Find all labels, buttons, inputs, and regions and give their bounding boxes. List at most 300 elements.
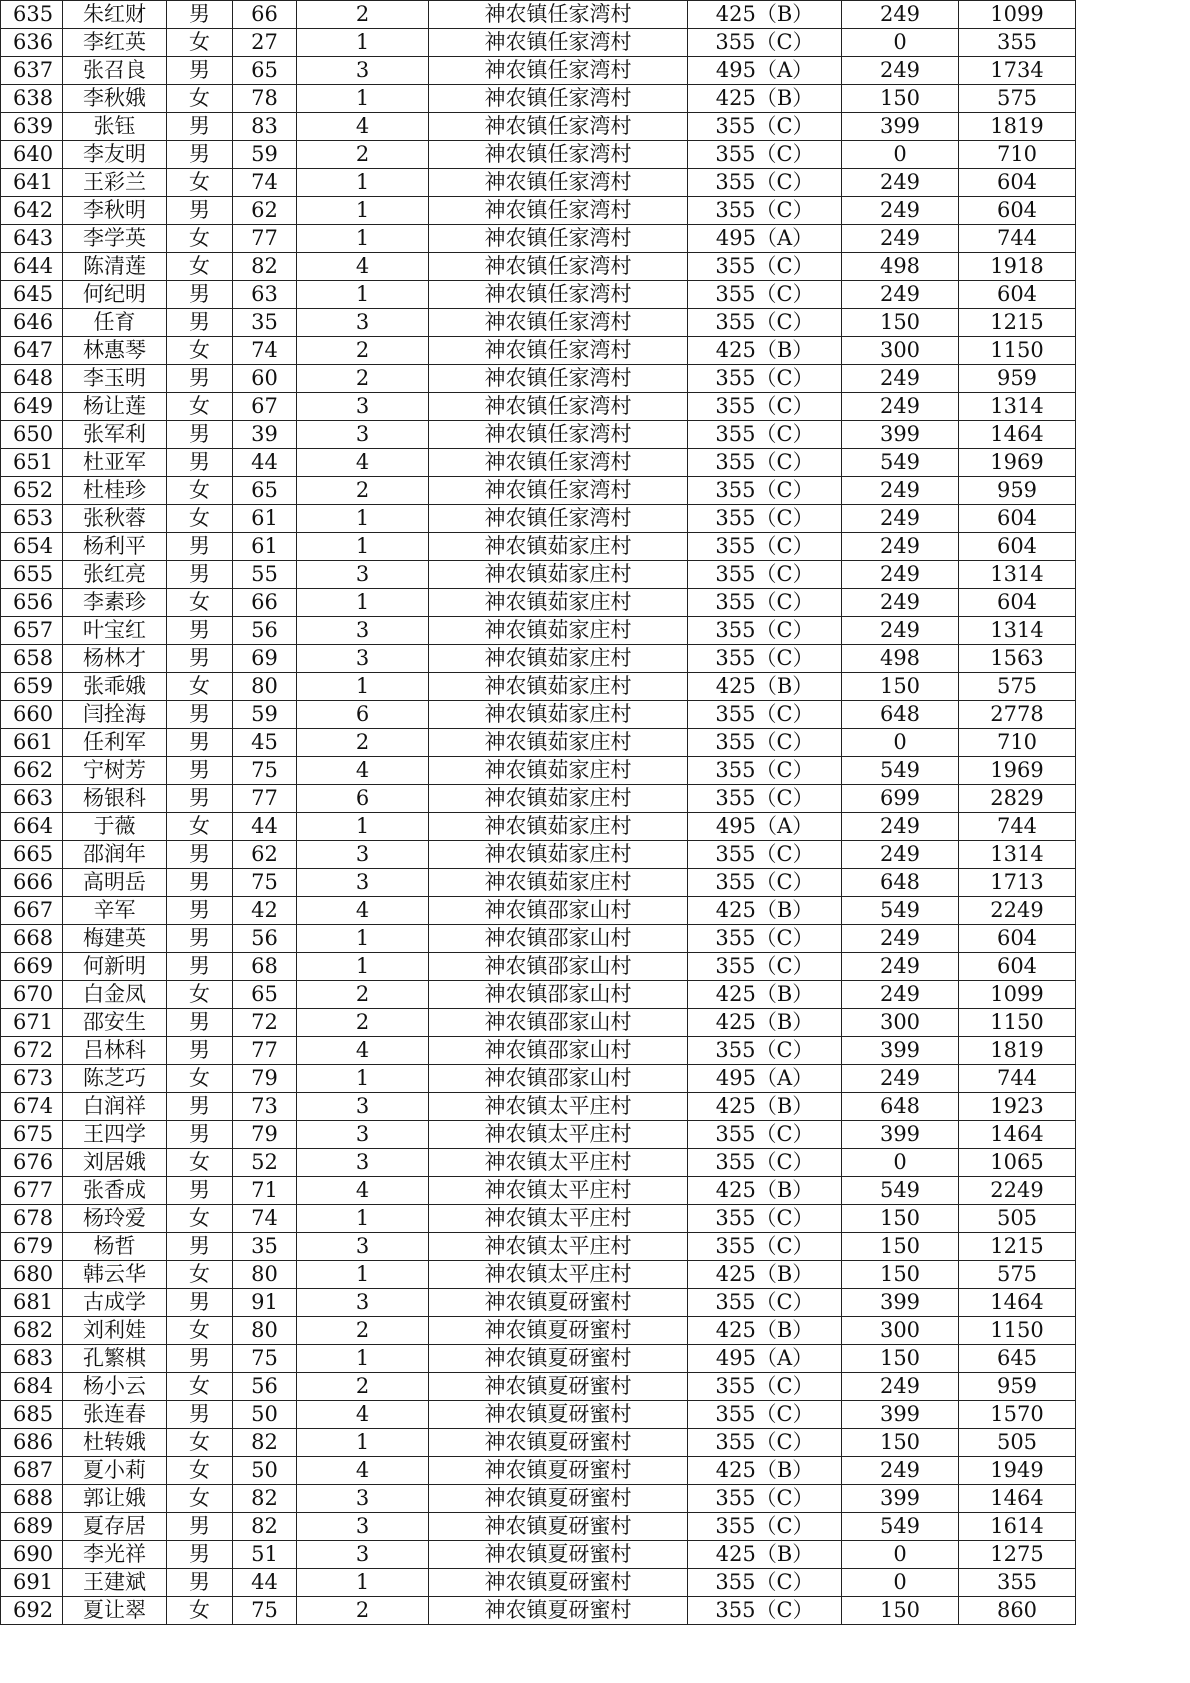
cell-age: 79 [233,1065,297,1093]
table-row [1,309,1076,337]
table-row [1,1457,1076,1485]
cell-age: 91 [233,1289,297,1317]
cell-address: 神农镇任家湾村 [429,253,688,281]
table-row [1,393,1076,421]
cell-total-amount: 575 [959,85,1076,113]
cell-gender: 男 [167,1541,233,1569]
cell-age: 77 [233,225,297,253]
cell-age: 82 [233,1485,297,1513]
cell-name: 李素珍 [63,589,167,617]
cell-name: 张钰 [63,113,167,141]
cell-total-amount: 1570 [959,1401,1076,1429]
table-row [1,813,1076,841]
cell-subsidy-class: 355（C） [688,1037,842,1065]
cell-household-count: 4 [297,1177,429,1205]
cell-household-count: 4 [297,757,429,785]
cell-household-count: 2 [297,1597,429,1625]
cell-age: 27 [233,29,297,57]
cell-address: 神农镇邵家山村 [429,1065,688,1093]
cell-extra-amount: 300 [842,337,959,365]
cell-row-number: 685 [1,1401,63,1429]
cell-gender: 女 [167,1317,233,1345]
cell-household-count: 3 [297,421,429,449]
table-row [1,1597,1076,1625]
cell-total-amount: 2829 [959,785,1076,813]
cell-gender: 男 [167,1569,233,1597]
cell-total-amount: 1150 [959,337,1076,365]
table-row [1,365,1076,393]
table-row [1,981,1076,1009]
cell-gender: 男 [167,1,233,29]
cell-total-amount: 1563 [959,645,1076,673]
cell-subsidy-class: 355（C） [688,365,842,393]
cell-row-number: 635 [1,1,63,29]
table-row [1,449,1076,477]
cell-name: 宁树芳 [63,757,167,785]
cell-row-number: 663 [1,785,63,813]
cell-age: 56 [233,617,297,645]
cell-gender: 女 [167,477,233,505]
cell-name: 张香成 [63,1177,167,1205]
cell-address: 神农镇邵家山村 [429,1037,688,1065]
cell-address: 神农镇茹家庄村 [429,757,688,785]
cell-household-count: 3 [297,645,429,673]
cell-extra-amount: 300 [842,1317,959,1345]
cell-extra-amount: 150 [842,85,959,113]
cell-gender: 男 [167,841,233,869]
cell-extra-amount: 399 [842,113,959,141]
cell-extra-amount: 249 [842,589,959,617]
table-body [1,1,1076,1625]
cell-total-amount: 604 [959,197,1076,225]
cell-total-amount: 710 [959,141,1076,169]
cell-address: 神农镇任家湾村 [429,169,688,197]
cell-subsidy-class: 425（B） [688,337,842,365]
cell-row-number: 692 [1,1597,63,1625]
cell-total-amount: 1215 [959,1233,1076,1261]
cell-age: 74 [233,337,297,365]
cell-extra-amount: 249 [842,617,959,645]
cell-household-count: 2 [297,477,429,505]
cell-household-count: 3 [297,57,429,85]
cell-total-amount: 575 [959,1261,1076,1289]
cell-gender: 女 [167,393,233,421]
cell-subsidy-class: 355（C） [688,1373,842,1401]
cell-row-number: 690 [1,1541,63,1569]
cell-subsidy-class: 355（C） [688,533,842,561]
cell-row-number: 646 [1,309,63,337]
cell-household-count: 3 [297,1121,429,1149]
cell-subsidy-class: 355（C） [688,1485,842,1513]
cell-gender: 女 [167,1065,233,1093]
cell-name: 于薇 [63,813,167,841]
cell-extra-amount: 249 [842,477,959,505]
cell-name: 张军利 [63,421,167,449]
cell-subsidy-class: 425（B） [688,85,842,113]
cell-total-amount: 1969 [959,757,1076,785]
cell-row-number: 672 [1,1037,63,1065]
cell-row-number: 671 [1,1009,63,1037]
cell-extra-amount: 648 [842,1093,959,1121]
table-row [1,897,1076,925]
cell-gender: 男 [167,113,233,141]
cell-name: 张红亮 [63,561,167,589]
cell-row-number: 670 [1,981,63,1009]
cell-extra-amount: 249 [842,393,959,421]
cell-gender: 男 [167,141,233,169]
cell-row-number: 642 [1,197,63,225]
cell-row-number: 650 [1,421,63,449]
cell-household-count: 1 [297,197,429,225]
cell-name: 张秋蓉 [63,505,167,533]
cell-gender: 男 [167,281,233,309]
cell-gender: 女 [167,589,233,617]
cell-household-count: 3 [297,1513,429,1541]
cell-gender: 女 [167,1261,233,1289]
cell-extra-amount: 249 [842,197,959,225]
cell-total-amount: 1150 [959,1009,1076,1037]
cell-address: 神农镇茹家庄村 [429,869,688,897]
table-row [1,1345,1076,1373]
cell-age: 82 [233,253,297,281]
cell-subsidy-class: 425（B） [688,1009,842,1037]
cell-total-amount: 1819 [959,1037,1076,1065]
cell-address: 神农镇太平庄村 [429,1233,688,1261]
cell-subsidy-class: 425（B） [688,1457,842,1485]
cell-address: 神农镇茹家庄村 [429,813,688,841]
cell-gender: 男 [167,785,233,813]
cell-total-amount: 744 [959,1065,1076,1093]
cell-name: 吕林科 [63,1037,167,1065]
cell-address: 神农镇夏砑蜜村 [429,1345,688,1373]
cell-extra-amount: 648 [842,869,959,897]
cell-age: 50 [233,1401,297,1429]
cell-age: 50 [233,1457,297,1485]
cell-subsidy-class: 495（A） [688,225,842,253]
cell-subsidy-class: 425（B） [688,1261,842,1289]
cell-name: 孔繁棋 [63,1345,167,1373]
cell-total-amount: 1464 [959,1121,1076,1149]
cell-age: 79 [233,1121,297,1149]
cell-age: 63 [233,281,297,309]
table-row [1,421,1076,449]
cell-subsidy-class: 355（C） [688,729,842,757]
cell-extra-amount: 150 [842,673,959,701]
table-row [1,169,1076,197]
cell-total-amount: 744 [959,225,1076,253]
cell-row-number: 666 [1,869,63,897]
cell-row-number: 688 [1,1485,63,1513]
cell-address: 神农镇太平庄村 [429,1261,688,1289]
cell-row-number: 647 [1,337,63,365]
cell-age: 73 [233,1093,297,1121]
cell-row-number: 689 [1,1513,63,1541]
cell-name: 杨让莲 [63,393,167,421]
cell-household-count: 1 [297,1205,429,1233]
cell-gender: 男 [167,701,233,729]
cell-extra-amount: 249 [842,505,959,533]
cell-total-amount: 604 [959,589,1076,617]
cell-total-amount: 604 [959,169,1076,197]
cell-name: 李学英 [63,225,167,253]
cell-extra-amount: 249 [842,1,959,29]
cell-extra-amount: 249 [842,1373,959,1401]
cell-address: 神农镇任家湾村 [429,197,688,225]
cell-extra-amount: 249 [842,981,959,1009]
cell-address: 神农镇夏砑蜜村 [429,1569,688,1597]
cell-household-count: 1 [297,225,429,253]
cell-household-count: 4 [297,449,429,477]
cell-name: 闫拴海 [63,701,167,729]
table-row [1,1,1076,29]
cell-subsidy-class: 355（C） [688,757,842,785]
cell-household-count: 6 [297,785,429,813]
cell-total-amount: 575 [959,673,1076,701]
cell-household-count: 1 [297,281,429,309]
cell-address: 神农镇太平庄村 [429,1093,688,1121]
table-row [1,701,1076,729]
cell-name: 杜桂珍 [63,477,167,505]
cell-extra-amount: 249 [842,925,959,953]
cell-age: 82 [233,1513,297,1541]
cell-age: 77 [233,1037,297,1065]
cell-age: 67 [233,393,297,421]
cell-row-number: 668 [1,925,63,953]
cell-household-count: 1 [297,169,429,197]
cell-age: 62 [233,841,297,869]
cell-subsidy-class: 355（C） [688,1233,842,1261]
cell-age: 75 [233,869,297,897]
cell-subsidy-class: 355（C） [688,393,842,421]
cell-subsidy-class: 355（C） [688,169,842,197]
cell-subsidy-class: 355（C） [688,1513,842,1541]
cell-age: 56 [233,925,297,953]
cell-name: 李光祥 [63,1541,167,1569]
cell-household-count: 2 [297,141,429,169]
cell-total-amount: 1734 [959,57,1076,85]
cell-extra-amount: 249 [842,1065,959,1093]
cell-gender: 男 [167,1345,233,1373]
cell-address: 神农镇夏砑蜜村 [429,1429,688,1457]
table-row [1,1541,1076,1569]
cell-total-amount: 355 [959,1569,1076,1597]
cell-extra-amount: 0 [842,1149,959,1177]
cell-name: 夏小莉 [63,1457,167,1485]
cell-extra-amount: 249 [842,57,959,85]
cell-subsidy-class: 355（C） [688,1149,842,1177]
cell-age: 44 [233,1569,297,1597]
cell-address: 神农镇任家湾村 [429,505,688,533]
cell-subsidy-class: 355（C） [688,785,842,813]
cell-name: 李友明 [63,141,167,169]
cell-total-amount: 604 [959,953,1076,981]
cell-subsidy-class: 355（C） [688,505,842,533]
table-row [1,953,1076,981]
table-row [1,869,1076,897]
cell-subsidy-class: 355（C） [688,1289,842,1317]
cell-address: 神农镇任家湾村 [429,113,688,141]
cell-extra-amount: 549 [842,449,959,477]
cell-household-count: 2 [297,1317,429,1345]
cell-total-amount: 1065 [959,1149,1076,1177]
cell-age: 61 [233,533,297,561]
cell-name: 陈芝巧 [63,1065,167,1093]
cell-subsidy-class: 355（C） [688,1205,842,1233]
cell-subsidy-class: 495（A） [688,813,842,841]
table-row [1,645,1076,673]
cell-household-count: 3 [297,1289,429,1317]
cell-address: 神农镇任家湾村 [429,421,688,449]
cell-extra-amount: 399 [842,1121,959,1149]
cell-extra-amount: 0 [842,29,959,57]
cell-gender: 男 [167,421,233,449]
cell-age: 59 [233,141,297,169]
cell-name: 杜亚军 [63,449,167,477]
cell-household-count: 4 [297,113,429,141]
table-row [1,1513,1076,1541]
cell-gender: 男 [167,309,233,337]
table-row [1,85,1076,113]
cell-name: 高明岳 [63,869,167,897]
cell-address: 神农镇任家湾村 [429,29,688,57]
cell-row-number: 686 [1,1429,63,1457]
cell-age: 69 [233,645,297,673]
table-row [1,925,1076,953]
cell-gender: 男 [167,1513,233,1541]
cell-address: 神农镇邵家山村 [429,981,688,1009]
cell-address: 神农镇邵家山村 [429,1009,688,1037]
cell-household-count: 3 [297,1485,429,1513]
cell-gender: 女 [167,253,233,281]
cell-subsidy-class: 355（C） [688,477,842,505]
cell-row-number: 674 [1,1093,63,1121]
cell-name: 任利军 [63,729,167,757]
cell-row-number: 643 [1,225,63,253]
cell-name: 杨利平 [63,533,167,561]
cell-extra-amount: 150 [842,309,959,337]
table-row [1,253,1076,281]
cell-row-number: 639 [1,113,63,141]
table-row [1,1121,1076,1149]
table-row [1,589,1076,617]
cell-extra-amount: 399 [842,1037,959,1065]
cell-gender: 男 [167,1009,233,1037]
cell-name: 朱红财 [63,1,167,29]
cell-household-count: 4 [297,1037,429,1065]
cell-address: 神农镇任家湾村 [429,365,688,393]
cell-address: 神农镇任家湾村 [429,1,688,29]
cell-household-count: 1 [297,533,429,561]
cell-total-amount: 860 [959,1597,1076,1625]
cell-gender: 男 [167,925,233,953]
cell-total-amount: 744 [959,813,1076,841]
cell-extra-amount: 249 [842,841,959,869]
cell-household-count: 1 [297,29,429,57]
cell-address: 神农镇任家湾村 [429,477,688,505]
cell-row-number: 657 [1,617,63,645]
cell-extra-amount: 549 [842,757,959,785]
cell-subsidy-class: 355（C） [688,701,842,729]
cell-extra-amount: 150 [842,1429,959,1457]
cell-gender: 女 [167,505,233,533]
table-row [1,1009,1076,1037]
cell-gender: 女 [167,29,233,57]
cell-gender: 男 [167,1233,233,1261]
cell-name: 杨小云 [63,1373,167,1401]
cell-name: 林惠琴 [63,337,167,365]
cell-gender: 女 [167,673,233,701]
table-row [1,785,1076,813]
cell-age: 56 [233,1373,297,1401]
table-row [1,281,1076,309]
cell-address: 神农镇夏砑蜜村 [429,1597,688,1625]
cell-name: 李秋明 [63,197,167,225]
cell-subsidy-class: 355（C） [688,1569,842,1597]
cell-gender: 女 [167,1457,233,1485]
cell-address: 神农镇太平庄村 [429,1177,688,1205]
cell-subsidy-class: 355（C） [688,1121,842,1149]
cell-row-number: 669 [1,953,63,981]
cell-total-amount: 1949 [959,1457,1076,1485]
cell-subsidy-class: 355（C） [688,561,842,589]
cell-name: 夏让翠 [63,1597,167,1625]
cell-subsidy-class: 355（C） [688,645,842,673]
cell-extra-amount: 399 [842,421,959,449]
cell-row-number: 658 [1,645,63,673]
table-row [1,197,1076,225]
table-row [1,1401,1076,1429]
cell-row-number: 660 [1,701,63,729]
cell-extra-amount: 0 [842,729,959,757]
cell-extra-amount: 549 [842,1513,959,1541]
table-row [1,841,1076,869]
cell-total-amount: 1614 [959,1513,1076,1541]
cell-household-count: 2 [297,729,429,757]
cell-total-amount: 1099 [959,981,1076,1009]
cell-age: 66 [233,589,297,617]
cell-row-number: 644 [1,253,63,281]
cell-extra-amount: 249 [842,281,959,309]
cell-gender: 男 [167,1177,233,1205]
cell-total-amount: 505 [959,1429,1076,1457]
cell-gender: 男 [167,1289,233,1317]
cell-extra-amount: 249 [842,533,959,561]
table-row [1,729,1076,757]
cell-row-number: 683 [1,1345,63,1373]
cell-row-number: 648 [1,365,63,393]
cell-name: 辛军 [63,897,167,925]
table-row [1,617,1076,645]
cell-total-amount: 1713 [959,869,1076,897]
cell-address: 神农镇茹家庄村 [429,673,688,701]
cell-row-number: 651 [1,449,63,477]
cell-row-number: 637 [1,57,63,85]
cell-total-amount: 1918 [959,253,1076,281]
cell-name: 杨银科 [63,785,167,813]
cell-extra-amount: 0 [842,1569,959,1597]
table-row [1,1233,1076,1261]
cell-gender: 男 [167,645,233,673]
cell-total-amount: 1314 [959,617,1076,645]
cell-extra-amount: 150 [842,1261,959,1289]
cell-gender: 男 [167,1401,233,1429]
cell-age: 78 [233,85,297,113]
cell-household-count: 2 [297,981,429,1009]
cell-household-count: 2 [297,1009,429,1037]
cell-address: 神农镇任家湾村 [429,141,688,169]
cell-address: 神农镇夏砑蜜村 [429,1457,688,1485]
cell-extra-amount: 249 [842,169,959,197]
